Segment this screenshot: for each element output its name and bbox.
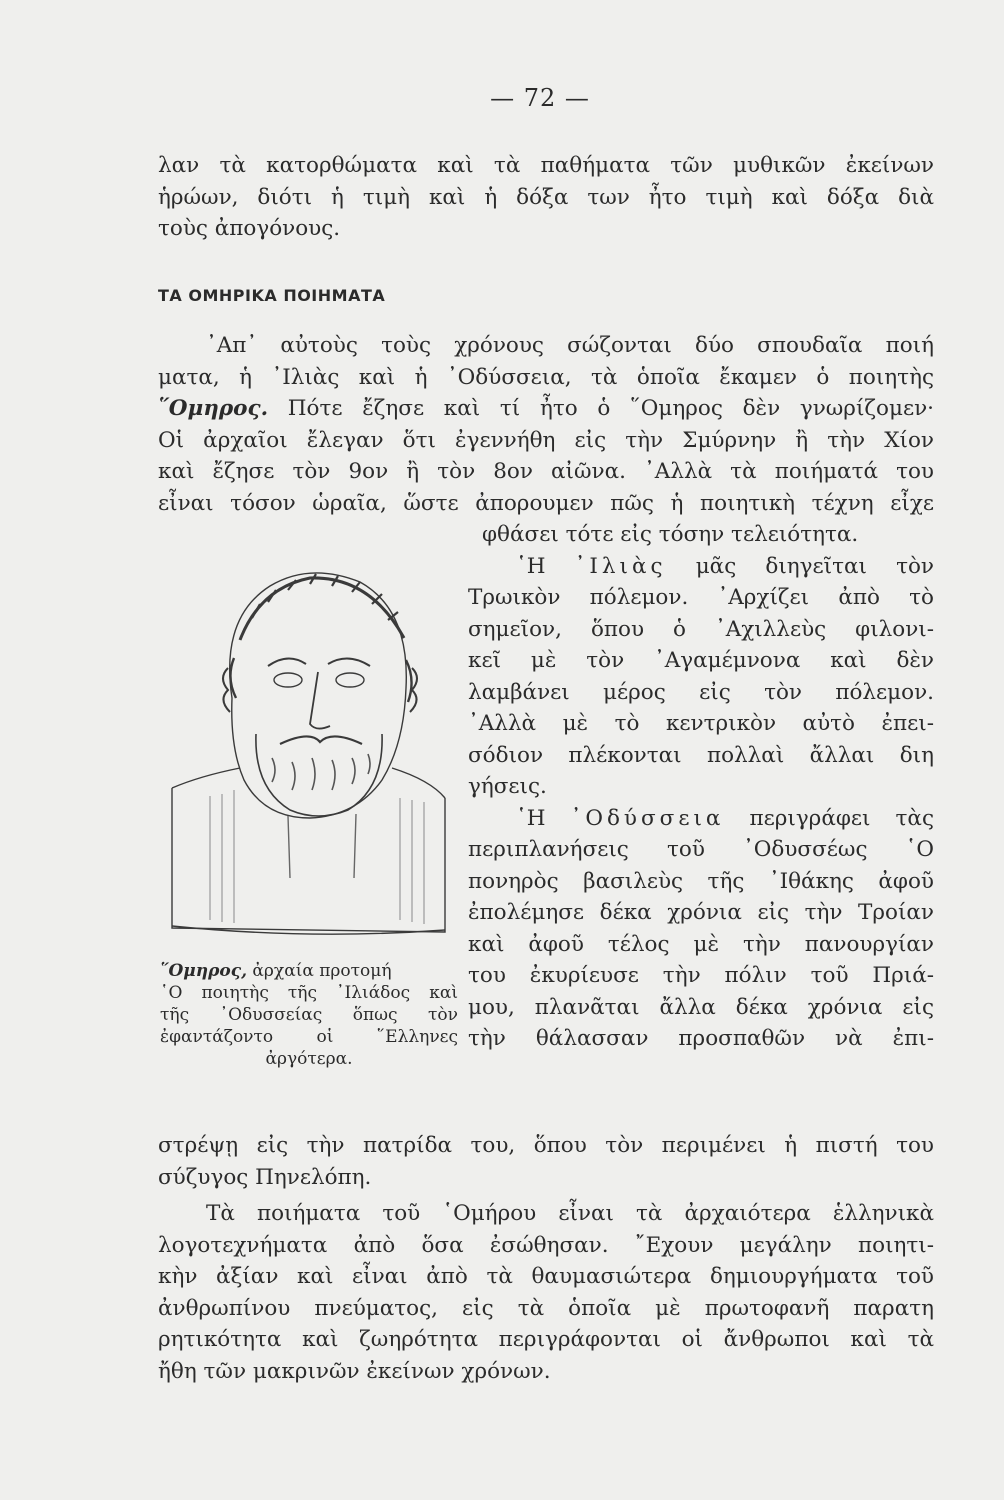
text-line xyxy=(158,393,934,425)
text-line: περιπλανήσεις τοῦ ᾿Οδυσσέως ῾Ο xyxy=(468,837,934,862)
text-line: τὴν θάλασσαν προσπαθῶν νὰ ἐπι- xyxy=(468,1026,934,1051)
text-line: ματα, ἡ ᾿Ιλιὰς καὶ ἡ ᾿Οδύσσεια, τὰ ὁποῖα ἔκαμεν ὁ ποιητὴς xyxy=(158,364,934,390)
caption-line: ἐφαντάζοντο οἱ ῞Ελληνες xyxy=(160,1027,458,1047)
caption-line: ῾Ο ποιητὴς τῆς ᾿Ιλιάδος καὶ xyxy=(160,983,458,1003)
poems-paragraph xyxy=(158,330,934,519)
text-line: ᾿Απ᾿ αὐτοὺς τοὺς χρόνους σώζονται δύο σπουδαῖα ποιή xyxy=(206,333,934,358)
homer-name: ῞Ομηρος. xyxy=(158,396,269,421)
text-line: καὶ ἔζησε τὸν 9ον ἢ τὸν 8ον αἰῶνα. ᾿Αλλὰ τὰ ποιήματά του xyxy=(158,459,934,484)
illustration-caption xyxy=(160,960,458,1070)
pedestal-outline xyxy=(172,788,445,932)
text-line: ἀνθρωπίνου πνεύματος, εἰς τὰ ὁποῖα μὲ πρωτοφανῆ παρατη xyxy=(158,1295,934,1321)
text-line: καὶ ἀφοῦ τέλος μὲ τὴν πανουργίαν xyxy=(468,931,934,957)
intro-paragraph xyxy=(158,150,934,245)
text-line: ρητικότητα καὶ ζωηρότητα περιγράφονται οἱ ἄνθρωποι καὶ τὰ xyxy=(158,1327,934,1352)
odyssey-line xyxy=(468,803,934,835)
right-column-text xyxy=(468,519,934,1055)
text-line: εἶναι τόσον ὡραῖα, ὥστε ἀπορουμεν πῶς ἡ ποιητικὴ τέχνη εἶχε xyxy=(158,490,934,516)
text-line: ἤθη τῶν μακρινῶν ἐκείνων χρόνων. xyxy=(158,1358,551,1384)
text-line: πονηρὸς βασιλεὺς τῆς ᾿Ιθάκης ἀφοῦ xyxy=(468,868,934,894)
odyssey-title: ᾿Οδύσσεια xyxy=(570,805,725,831)
caption-line: ἀργότερα. xyxy=(265,1049,353,1069)
text-line: σημεῖον, ὅπου ὁ ᾿Αχιλλεὺς φιλονι- xyxy=(468,616,934,642)
text-fragment: Πότε ἔζησε καὶ τί ἦτο ὁ ῞Ομηρος δὲν γνωρίζομεν· xyxy=(268,396,934,421)
text-fragment: ἀρχαία προτομή xyxy=(247,961,392,981)
section-heading: ΤΑ ΟΜΗΡΙΚΑ ΠΟΙΗΜΑΤΑ xyxy=(158,286,386,305)
text-line: λαμβάνει μέρος εἰς τὸν πόλεμον. xyxy=(468,679,934,705)
text-line: λαν τὰ κατορθώματα καὶ τὰ παθήματα τῶν μυθικῶν ἐκείνων xyxy=(158,153,934,178)
text-line: σύζυγος Πηνελόπη. xyxy=(158,1164,372,1190)
text-line: Τὰ ποιήματα τοῦ ῾Ομήρου εἶναι τὰ ἀρχαιότερα ἑλληνικὰ xyxy=(206,1201,934,1226)
text-line: φθάσει τότε εἰς τόσην τελειότητα. xyxy=(482,522,859,547)
text-line: ἡρώων, διότι ἡ τιμὴ καὶ ἡ δόξα των ἦτο τιμὴ καὶ δόξα διὰ xyxy=(158,184,934,210)
text-fragment: μᾶς διηγεῖται τὸν xyxy=(666,553,934,579)
iliad-title: ᾿Ιλιὰς xyxy=(574,553,667,579)
odyssey-continuation xyxy=(158,1130,934,1193)
text-line: κὴν ἀξίαν καὶ εἶναι ἀπὸ τὰ θαυμασιώτερα δημιουργήματα τοῦ xyxy=(158,1264,934,1289)
page-number: — 72 — xyxy=(490,84,590,112)
text-line: κεῖ μὲ τὸν ᾿Αγαμέμνονα καὶ δὲν xyxy=(468,648,934,673)
text-fragment: ῾Η xyxy=(516,805,571,831)
text-fragment: ῾Η xyxy=(516,553,575,579)
caption-line xyxy=(160,960,458,982)
text-line: λογοτεχνήματα ἀπὸ ὅσα ἐσώθησαν. ῎Εχουν μεγάλην ποιητι- xyxy=(158,1232,934,1258)
text-line: ᾿Αλλὰ μὲ τὸ κεντρικὸν αὐτὸ ἐπει- xyxy=(468,711,934,736)
text-line: Οἱ ἀρχαῖοι ἔλεγαν ὅτι ἐγεννήθη εἰς τὴν Σμύρνην ἢ τὴν Χίον xyxy=(158,427,934,453)
text-line: μου, πλανᾶται ἄλλα δέκα χρόνια εἰς xyxy=(468,994,934,1020)
text-line: στρέψῃ εἰς τὴν πατρίδα του, ὅπου τὸν περιμένει ἡ πιστή του xyxy=(158,1133,934,1158)
caption-name: ῞Ομηρος, xyxy=(160,961,248,981)
bust-drawing xyxy=(160,548,460,948)
text-line: Τρωικὸν πόλεμον. ᾿Αρχίζει ἀπὸ τὸ xyxy=(468,585,934,610)
text-line: γήσεις. xyxy=(468,774,547,799)
homer-bust-illustration xyxy=(160,548,460,948)
text-line: του ἐκυρίευσε τὴν πόλιν τοῦ Πριά- xyxy=(468,963,934,988)
closing-paragraph xyxy=(158,1198,934,1387)
iliad-line xyxy=(468,551,934,583)
text-line: τοὺς ἀπογόνους. xyxy=(158,216,341,241)
text-line: σόδιον πλέκονται πολλαὶ ἄλλαι διη xyxy=(468,742,934,768)
caption-line: τῆς ᾿Οδυσσείας ὅπως τὸν xyxy=(160,1005,458,1025)
text-line: ἐπολέμησε δέκα χρόνια εἰς τὴν Τροίαν xyxy=(468,900,934,925)
text-fragment: περιγράφει τὰς xyxy=(724,805,934,831)
